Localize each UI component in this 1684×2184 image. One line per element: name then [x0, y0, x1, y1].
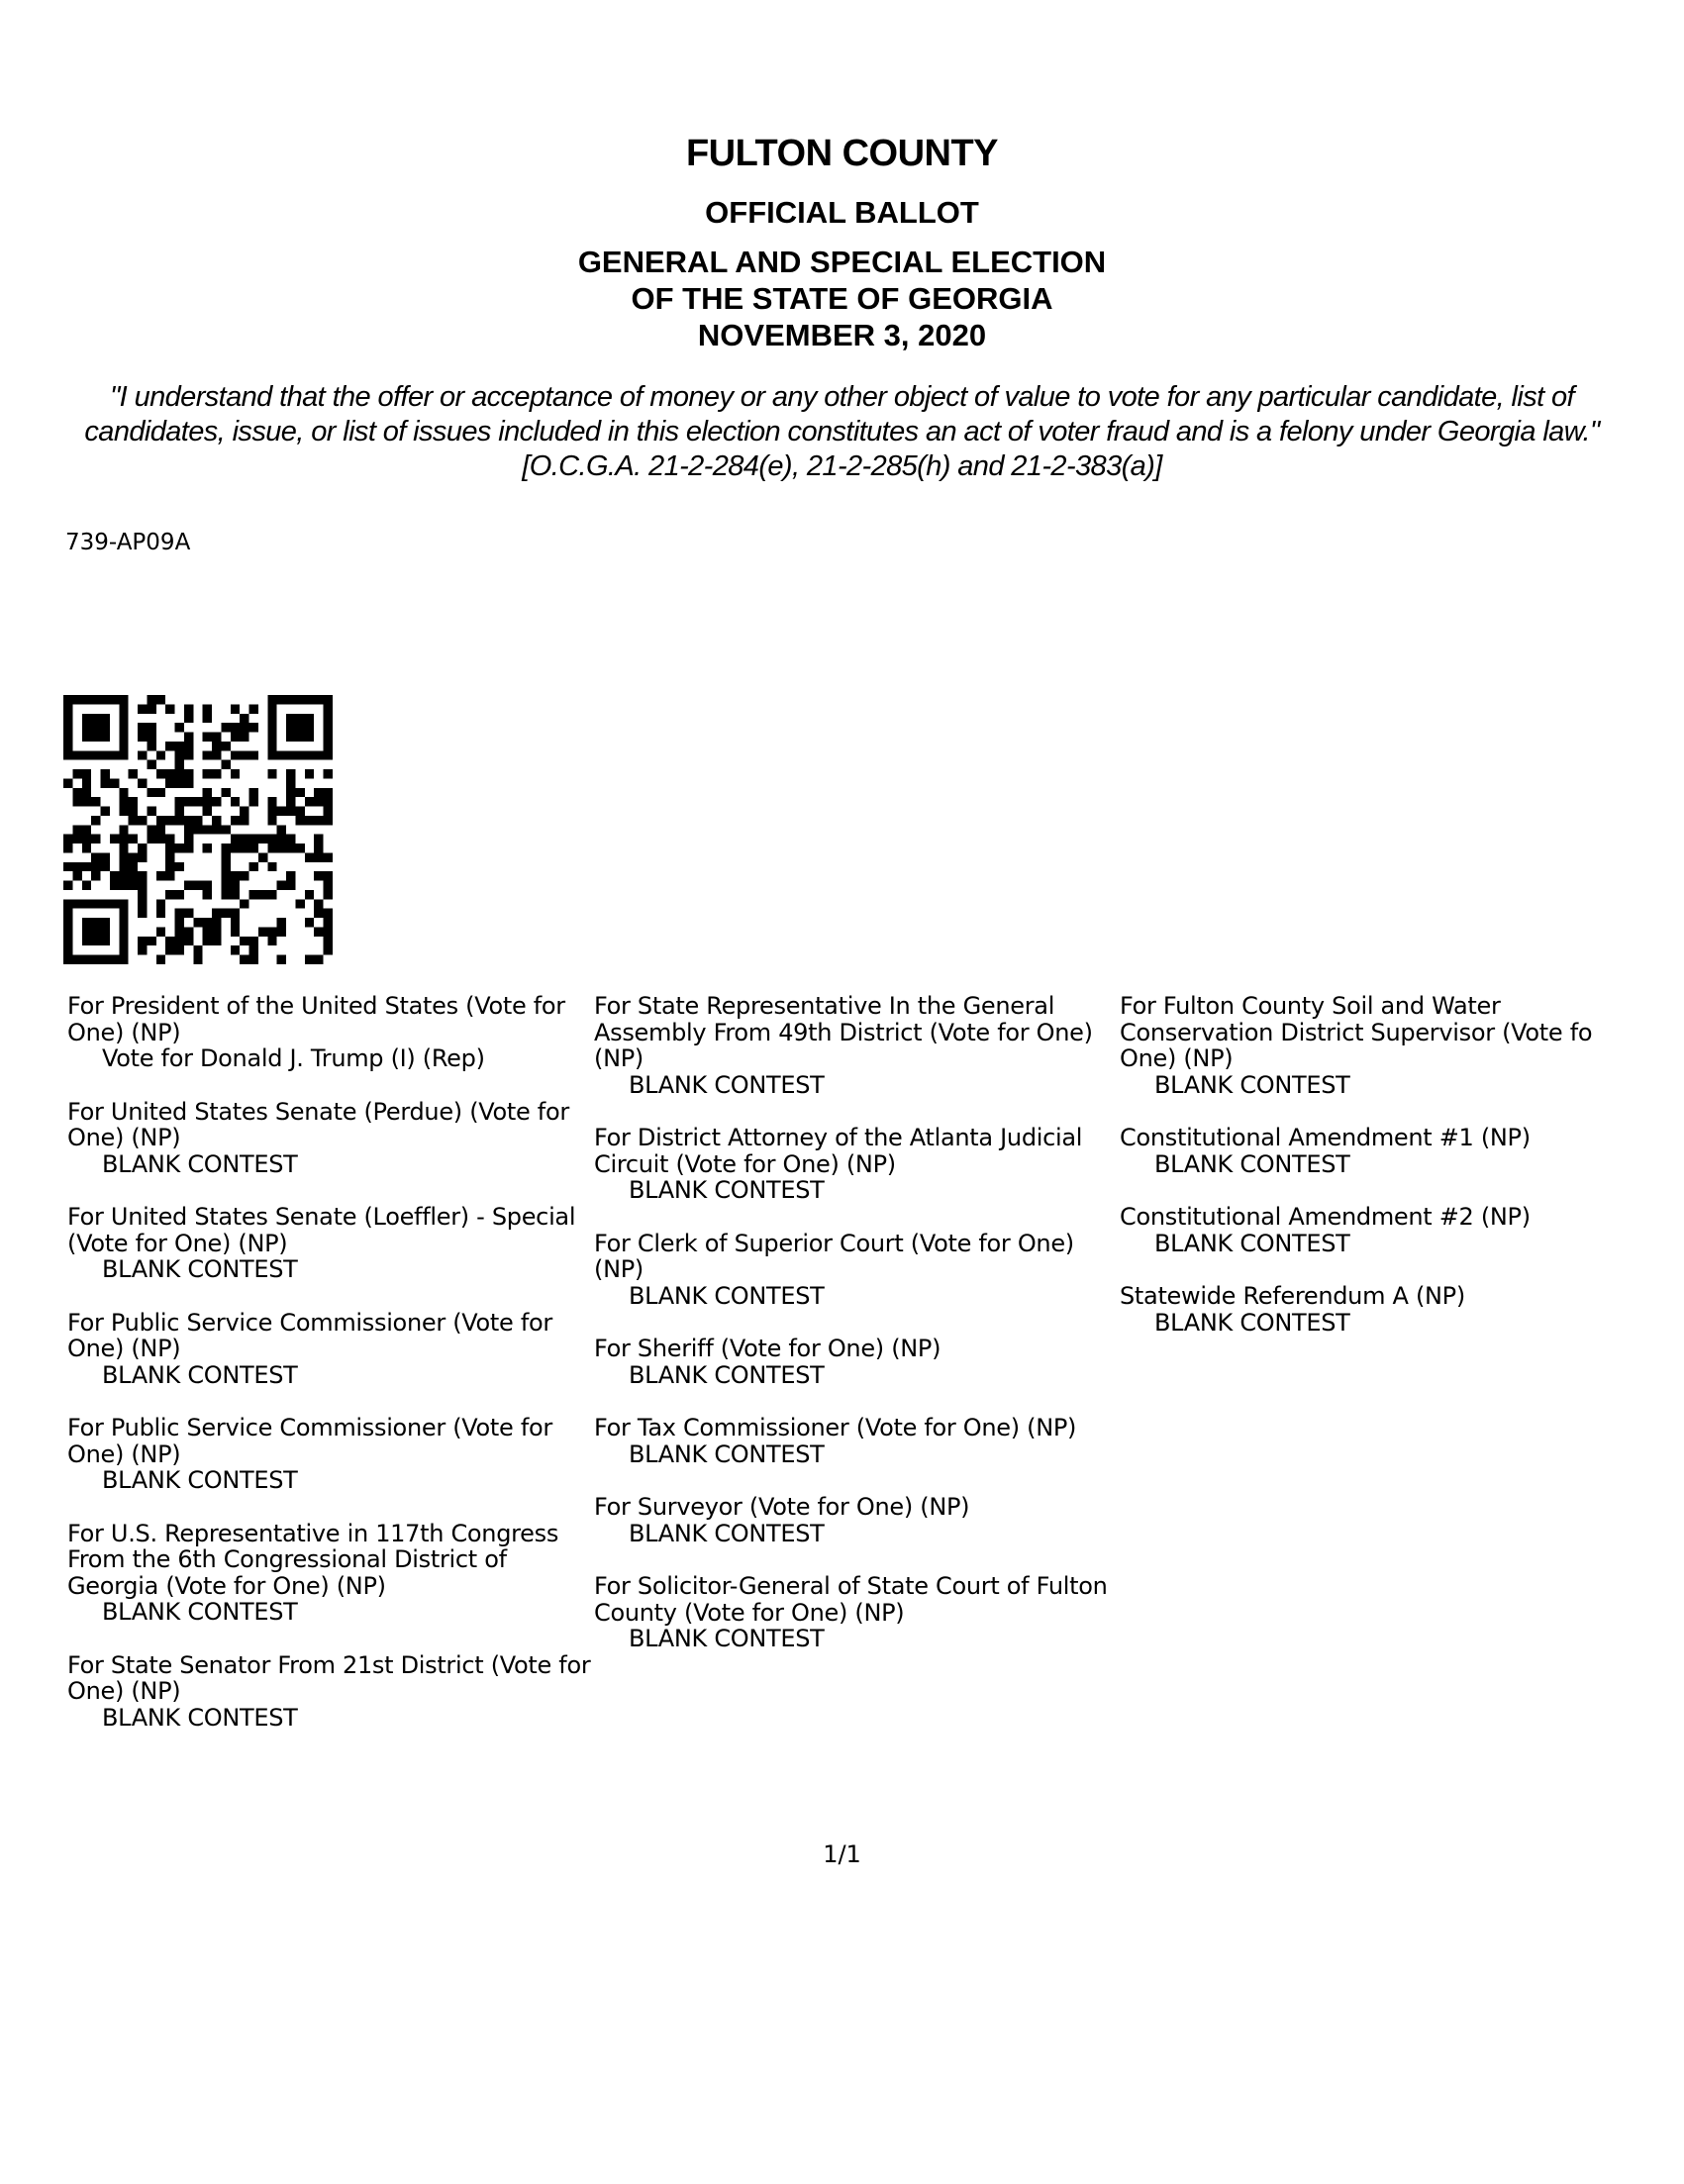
ballot-id: 739-AP09A [65, 530, 191, 555]
qr-code [63, 695, 333, 964]
contest-title-line: Conservation District Supervisor (Vote fo [1120, 1018, 1593, 1046]
contest-selection: BLANK CONTEST [102, 1255, 298, 1283]
election-date: NOVEMBER 3, 2020 [697, 318, 987, 352]
contest-title: For State Representative In the General Assembly From 49th District (Vote for One) (NP) [594, 992, 1093, 1072]
ballot-type-title: OFFICIAL BALLOT [705, 195, 979, 230]
voter-fraud-notice: "I understand that the offer or acceptance of money or any other object of value to vote for any particular candidate, list of candidates, issue, or list of issues included in this election constitutes an act of voter fraud and is a felony under Georgia law." [O.C.G.A. 21-2-284(e), 21-2-285(h) and 21-2-383(a)] [84, 381, 1600, 482]
contest [1120, 993, 1654, 1098]
contest-title: For Public Service Commissioner (Vote for One) (NP) [67, 1308, 552, 1362]
election-title-line-2: OF THE STATE OF GEORGIA [631, 281, 1053, 316]
contest [1120, 1204, 1654, 1256]
contest-title: For District Attorney of the Atlanta Judicial Circuit (Vote for One) (NP) [594, 1124, 1083, 1178]
contest [594, 1494, 1119, 1546]
contest-title: For Surveyor (Vote for One) (NP) [594, 1493, 970, 1521]
contest [67, 993, 592, 1072]
contest-selection: BLANK CONTEST [1154, 1229, 1350, 1257]
contest-selection: BLANK CONTEST [1154, 1149, 1350, 1178]
contest-selection: BLANK CONTEST [1154, 1070, 1350, 1099]
contest-selection: BLANK CONTEST [629, 1281, 825, 1310]
contest-selection: BLANK CONTEST [102, 1360, 298, 1389]
contest [67, 1652, 592, 1732]
contest-title-line: One) (NP) [1120, 1044, 1234, 1072]
contest-selection: BLANK CONTEST [1154, 1308, 1350, 1337]
ballot-header [0, 131, 1684, 353]
contest [67, 1204, 592, 1283]
contest-title: For United States Senate (Loeffler) - Special (Vote for One) (NP) [67, 1203, 576, 1257]
contest [594, 1231, 1119, 1310]
contest-title: For Tax Commissioner (Vote for One) (NP) [594, 1414, 1077, 1441]
contest-title: For Sheriff (Vote for One) (NP) [594, 1335, 941, 1362]
contest-selection: BLANK CONTEST [102, 1466, 298, 1494]
contest [1120, 1283, 1654, 1336]
contest [594, 1336, 1119, 1388]
election-title [0, 244, 1684, 353]
contest-selection: BLANK CONTEST [629, 1439, 825, 1468]
contest [594, 1573, 1119, 1652]
contest-title-line: For Fulton County Soil and Water [1120, 993, 1501, 1020]
contest-selection: BLANK CONTEST [629, 1070, 825, 1099]
contest-selection: BLANK CONTEST [102, 1703, 298, 1732]
contest [67, 1415, 592, 1494]
contest [594, 1125, 1119, 1204]
contest-title: For Clerk of Superior Court (Vote for One) (NP) [594, 1229, 1074, 1283]
page-number: 1/1 [823, 1840, 861, 1868]
contest-title: For Public Service Commissioner (Vote for One) (NP) [67, 1414, 552, 1468]
contest-title: Constitutional Amendment #1 (NP) [1120, 1124, 1531, 1151]
contest-selection: Vote for Donald J. Trump (I) (Rep) [102, 1044, 485, 1072]
contest-selection: BLANK CONTEST [629, 1625, 825, 1652]
contest-selection: BLANK CONTEST [629, 1360, 825, 1389]
contest-title [1120, 993, 1654, 1072]
contest-selection: BLANK CONTEST [102, 1598, 298, 1626]
contest [1120, 1125, 1654, 1177]
contest-title: Statewide Referendum A (NP) [1120, 1282, 1465, 1310]
contest [67, 1521, 592, 1626]
contest-title: For U.S. Representative in 117th Congress From the 6th Congressional District of Georgia (Vote for One) (NP) [67, 1519, 559, 1600]
contest-selection: BLANK CONTEST [102, 1149, 298, 1178]
contest-column-2 [594, 993, 1119, 1679]
election-title-line-1: GENERAL AND SPECIAL ELECTION [577, 245, 1107, 279]
contest-title: For President of the United States (Vote for One) (NP) [67, 992, 565, 1046]
contest-selection: BLANK CONTEST [629, 1519, 825, 1547]
contest-column-1 [67, 993, 592, 1757]
contest [67, 1099, 592, 1178]
contest-column-3 [1120, 993, 1654, 1362]
county-title: FULTON COUNTY [685, 133, 999, 174]
contest [594, 993, 1119, 1098]
contest [67, 1310, 592, 1389]
contest [594, 1415, 1119, 1467]
contest-title: For Solicitor-General of State Court of Fulton County (Vote for One) (NP) [594, 1572, 1108, 1627]
contest-title: Constitutional Amendment #2 (NP) [1120, 1203, 1531, 1231]
contest-title: For State Senator From 21st District (Vote for One) (NP) [67, 1650, 591, 1705]
contest-title: For United States Senate (Perdue) (Vote for One) (NP) [67, 1097, 569, 1151]
contest-selection: BLANK CONTEST [629, 1176, 825, 1204]
